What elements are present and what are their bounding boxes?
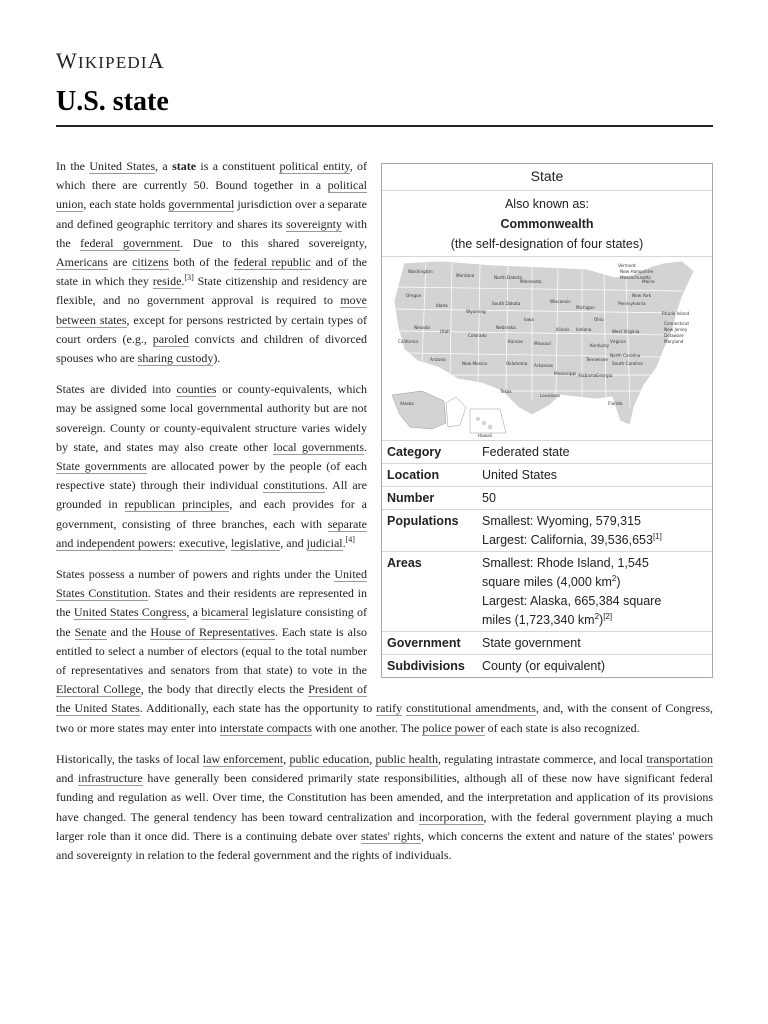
article-link[interactable]: public health bbox=[375, 751, 438, 766]
article-link[interactable]: incorporation bbox=[418, 809, 484, 824]
map-state-label: Georgia bbox=[596, 373, 613, 379]
infobox-value-line: 50 bbox=[482, 491, 496, 506]
infobox-label: Areas bbox=[387, 556, 422, 571]
map-state-label: Rhode Island bbox=[662, 311, 690, 317]
text-run: and of the state in which they bbox=[56, 255, 368, 289]
text-run: of each state is also recognized. bbox=[484, 720, 640, 735]
map-state-label: California bbox=[398, 339, 418, 345]
text-run: States are divided into bbox=[56, 382, 177, 397]
wikipedia-logo[interactable] bbox=[56, 48, 165, 74]
map-state-label: Utah bbox=[440, 329, 450, 335]
text-run: with one another. The bbox=[311, 720, 423, 735]
map-state-label: Kentucky bbox=[590, 343, 610, 349]
text-run: and bbox=[56, 771, 79, 786]
article-link[interactable]: legislative bbox=[230, 535, 281, 550]
text-run: , with the federal government playing a much larger role than it once did. There is a continuing debate over bbox=[56, 809, 713, 843]
text-run: , which concerns the extent and nature of the states' powers and sovereignty in relation to the federal government and the rights of individuals. bbox=[56, 828, 714, 862]
article-link[interactable]: governmental bbox=[168, 197, 235, 212]
text-run: In the bbox=[56, 159, 90, 173]
infobox-value-line: Smallest: Rhode Island, 1,545 bbox=[482, 556, 649, 571]
closing-paren: ) bbox=[616, 575, 621, 590]
map-state-label: South Carolina bbox=[612, 361, 643, 367]
infobox bbox=[381, 163, 713, 678]
text-run: . bbox=[342, 535, 346, 550]
article-link[interactable]: reside bbox=[152, 274, 182, 289]
map-state-label: Kansas bbox=[508, 339, 523, 345]
text-run: . States and their residents are represented in the bbox=[56, 586, 367, 620]
aka-label: Also known as: bbox=[504, 197, 590, 212]
paragraph-history bbox=[56, 750, 713, 865]
us-map-graphic bbox=[382, 257, 712, 440]
us-states-map[interactable] bbox=[382, 257, 712, 441]
map-state-label: Maryland bbox=[664, 339, 684, 345]
text-run: legislature consisting of the bbox=[56, 605, 367, 639]
superscript-2: 2 bbox=[611, 574, 617, 584]
infobox-value bbox=[482, 554, 712, 630]
logo-text: WIKIPEDIA bbox=[56, 48, 165, 73]
text-run: jurisdiction over a separate and defined geographic territory and shares its bbox=[56, 197, 367, 231]
map-state-label: Montana bbox=[456, 273, 475, 279]
map-state-label: Texas bbox=[500, 389, 512, 395]
article-link[interactable]: federal government bbox=[80, 235, 181, 250]
article-link[interactable]: citizens bbox=[132, 255, 169, 270]
map-state-label: Florida bbox=[608, 401, 623, 407]
infobox-label: Populations bbox=[387, 514, 459, 529]
aka-value: Commonwealth bbox=[500, 217, 594, 232]
article-link[interactable]: states' rights bbox=[361, 828, 421, 843]
map-state-label: Nevada bbox=[414, 325, 430, 331]
text-run: , bbox=[369, 751, 376, 766]
article-link[interactable]: sovereignty bbox=[286, 216, 343, 231]
article-link[interactable]: constitutional amendments bbox=[406, 701, 536, 716]
text-run: , except for persons restricted by certain types of court orders (e.g., bbox=[56, 312, 368, 346]
text-run: State citizenship and residency are flexible, and no government approval is required to bbox=[56, 274, 367, 308]
map-state-label: Virginia bbox=[610, 339, 626, 345]
article-link[interactable]: interstate compacts bbox=[219, 720, 312, 735]
text-run: , of which there are currently 50. Bound together in a bbox=[56, 159, 367, 193]
article-link[interactable]: Electoral College bbox=[56, 682, 141, 697]
aka-note: (the self-designation of four states) bbox=[450, 237, 644, 252]
map-state-label: Alaska bbox=[400, 401, 414, 407]
article-link[interactable]: United States Constitution bbox=[56, 567, 367, 601]
infobox-value-line: Federated state bbox=[482, 445, 570, 460]
infobox-row bbox=[382, 464, 712, 487]
citation-ref[interactable]: [4] bbox=[345, 534, 355, 544]
article-link[interactable]: United States bbox=[89, 159, 156, 173]
infobox-label: Government bbox=[387, 636, 461, 651]
text-run: , each state holds bbox=[83, 197, 169, 212]
infobox-row bbox=[382, 552, 712, 632]
text-run: are bbox=[107, 255, 133, 270]
map-state-label: Connecticut bbox=[664, 321, 690, 327]
map-state-label: Oregon bbox=[406, 293, 422, 299]
map-state-label: Delaware bbox=[664, 333, 684, 339]
map-state-label: Missouri bbox=[534, 341, 552, 347]
article-link[interactable]: political entity bbox=[279, 159, 350, 173]
map-state-label: New Hampshire bbox=[620, 269, 654, 275]
map-state-label: Wisconsin bbox=[550, 299, 571, 305]
map-state-label: Arkansas bbox=[534, 363, 554, 369]
map-state-label: Iowa bbox=[524, 317, 534, 323]
article-link[interactable]: local governments bbox=[273, 439, 364, 454]
citation-ref[interactable]: [1] bbox=[652, 532, 662, 542]
infobox-value-line: square miles (4,000 km bbox=[482, 575, 612, 590]
infobox-value-line: Largest: Alaska, 665,384 square bbox=[482, 594, 662, 609]
infobox-label: Subdivisions bbox=[387, 659, 465, 674]
article-link[interactable]: separate and independent powers bbox=[56, 516, 367, 550]
article-link[interactable]: paroled bbox=[152, 331, 189, 346]
text-run: . Each state is also entitled to select a number of electors (equal to the total number of representatives and senators from that state) to vote in the bbox=[56, 624, 367, 678]
map-state-label: Tennessee bbox=[586, 357, 608, 363]
infobox-row bbox=[382, 487, 712, 510]
article-link[interactable]: political union bbox=[56, 178, 367, 212]
map-state-label: Mississippi bbox=[554, 371, 577, 377]
map-state-label: Idaho bbox=[436, 303, 448, 309]
map-state-label: Wyoming bbox=[466, 309, 486, 315]
bold-term: state bbox=[172, 159, 197, 173]
map-state-label: New York bbox=[632, 293, 652, 299]
text-run: with the bbox=[56, 216, 367, 250]
article-link[interactable]: police power bbox=[422, 720, 485, 735]
superscript-2: 2 bbox=[594, 612, 600, 622]
infobox-rows bbox=[382, 441, 712, 677]
map-state-label: South Dakota bbox=[492, 301, 521, 307]
text-run: convicts and children of divorced spouses who are bbox=[56, 331, 367, 366]
map-state-label: Alabama bbox=[578, 373, 597, 379]
infobox-value bbox=[482, 512, 712, 550]
infobox-value bbox=[482, 634, 712, 653]
infobox-row bbox=[382, 441, 712, 464]
map-state-label: New Jersey bbox=[664, 327, 688, 333]
infobox-value bbox=[482, 657, 712, 676]
text-run: : bbox=[172, 535, 179, 550]
article-link[interactable]: President of the United States bbox=[56, 682, 368, 716]
text-run: . bbox=[181, 274, 185, 289]
infobox-value bbox=[482, 443, 712, 462]
article-link[interactable]: infrastructure bbox=[78, 771, 143, 786]
article-link[interactable]: State governments bbox=[56, 459, 147, 474]
article-link[interactable]: public education bbox=[289, 751, 370, 766]
article-link[interactable]: constitutions bbox=[263, 478, 325, 493]
article-link[interactable]: ratify bbox=[376, 701, 403, 716]
article-link[interactable]: sharing custody bbox=[137, 351, 214, 366]
text-run: and the bbox=[106, 624, 151, 639]
article-link[interactable]: law enforcement bbox=[202, 751, 284, 766]
map-state-label: Vermont bbox=[618, 263, 636, 269]
page-title: U.S. state bbox=[56, 86, 169, 117]
map-state-label: Indiana bbox=[576, 327, 592, 333]
infobox-label: Category bbox=[387, 445, 442, 460]
text-run: , regulating intrastate commerce, and local bbox=[437, 751, 647, 766]
infobox-value-line: County (or equivalent) bbox=[482, 659, 605, 674]
map-state-label: Michigan bbox=[576, 305, 595, 311]
text-run: have generally been considered primarily state responsibilities, although all of these now have significant federal funding and regulation as well. Over time, the Constitution has been amended, and the interpretation and application of its provisions have changed. The general tendency has been toward centralization and bbox=[56, 771, 714, 824]
text-run: , and, with the consent of Congress, two or more states may enter into bbox=[56, 701, 714, 735]
infobox-aka bbox=[382, 191, 712, 257]
text-run: . Due to this shared sovereignty, bbox=[180, 235, 367, 250]
map-state-label: Louisiana bbox=[540, 393, 560, 399]
text-run: ). bbox=[213, 351, 221, 366]
article-link[interactable]: transportation bbox=[646, 751, 713, 766]
map-state-label: Colorado bbox=[468, 333, 487, 339]
closing-paren: ) bbox=[599, 613, 604, 628]
infobox-value-line: Largest: California, 39,536,653 bbox=[482, 533, 653, 548]
map-state-label: New Mexico bbox=[462, 361, 488, 367]
article-link[interactable]: United States Congress bbox=[73, 605, 187, 620]
text-run: Historically, the tasks of local bbox=[56, 751, 203, 766]
text-run: both of the bbox=[168, 255, 234, 270]
map-state-label: Ohio bbox=[594, 317, 604, 323]
article-link[interactable]: counties bbox=[176, 382, 217, 397]
text-run: States possess a number of powers and rights under the bbox=[56, 567, 335, 582]
infobox-title: State bbox=[382, 164, 712, 191]
infobox-label: Location bbox=[387, 468, 440, 483]
text-run: or county-equivalents, which may be assigned some local governmental authority but are not sovereign. County or county-equivalent structure varies widely by state, and states may also create other bbox=[56, 382, 367, 454]
map-state-label: Washington bbox=[408, 269, 433, 275]
article-link[interactable]: federal republic bbox=[233, 255, 311, 270]
map-state-label: Hawaii bbox=[478, 433, 493, 439]
article-link[interactable]: judicial bbox=[306, 535, 343, 550]
map-state-label: Oklahoma bbox=[506, 361, 528, 367]
article-link[interactable]: Senate bbox=[74, 624, 107, 639]
article-link[interactable]: House of Representatives bbox=[150, 624, 275, 639]
infobox-value bbox=[482, 489, 712, 508]
text-run: . bbox=[364, 439, 367, 454]
citation-ref[interactable]: [3] bbox=[184, 273, 194, 283]
infobox-row bbox=[382, 655, 712, 677]
map-state-label: Maine bbox=[642, 279, 655, 285]
infobox-row bbox=[382, 510, 712, 552]
infobox-label: Number bbox=[387, 491, 435, 506]
map-state-label: Pennsylvania bbox=[618, 301, 646, 307]
map-state-label: West Virginia bbox=[612, 329, 640, 335]
map-state-label: Massachusetts bbox=[620, 275, 651, 281]
text-run: is a constituent bbox=[196, 159, 280, 173]
text-run: . Additionally, each state has the opportunity to bbox=[139, 701, 377, 716]
text-run: , bbox=[224, 535, 231, 550]
text-run: , and bbox=[280, 535, 307, 550]
infobox-row bbox=[382, 632, 712, 655]
infobox-value-line: State government bbox=[482, 636, 581, 651]
text-run: are allocated power by the people (of each respective state) through their individual bbox=[56, 459, 367, 493]
map-state-label: North Dakota bbox=[494, 275, 522, 281]
article-link[interactable]: executive bbox=[178, 535, 225, 550]
article-link[interactable]: republican principles bbox=[124, 497, 230, 512]
map-state-label: Minnesota bbox=[520, 279, 542, 285]
article-content bbox=[56, 157, 713, 877]
text-run: , and each provides for a government, consisting of three branches, each with bbox=[56, 497, 367, 531]
map-state-label: North Carolina bbox=[610, 353, 641, 359]
text-run: . All are grounded in bbox=[56, 478, 368, 512]
infobox-value bbox=[482, 466, 712, 485]
text-run: , a bbox=[155, 159, 173, 173]
text-run: , a bbox=[186, 605, 202, 620]
map-state-label: Arizona bbox=[430, 357, 446, 363]
citation-ref[interactable]: [2] bbox=[603, 612, 613, 622]
infobox-value-line: United States bbox=[482, 468, 558, 483]
infobox-value-line: Smallest: Wyoming, 579,315 bbox=[482, 514, 641, 529]
title-divider bbox=[56, 125, 713, 127]
map-state-label: Illinois bbox=[556, 327, 570, 333]
text-run: , bbox=[283, 751, 290, 766]
map-state-label: Nebraska bbox=[496, 325, 516, 331]
text-run: , the body that directly elects the bbox=[140, 682, 309, 697]
article-link[interactable]: Americans bbox=[56, 255, 108, 270]
article-link[interactable]: move between states bbox=[56, 293, 367, 327]
infobox-value-line: miles (1,723,340 km bbox=[482, 613, 595, 628]
article-link[interactable]: bicameral bbox=[201, 605, 249, 620]
